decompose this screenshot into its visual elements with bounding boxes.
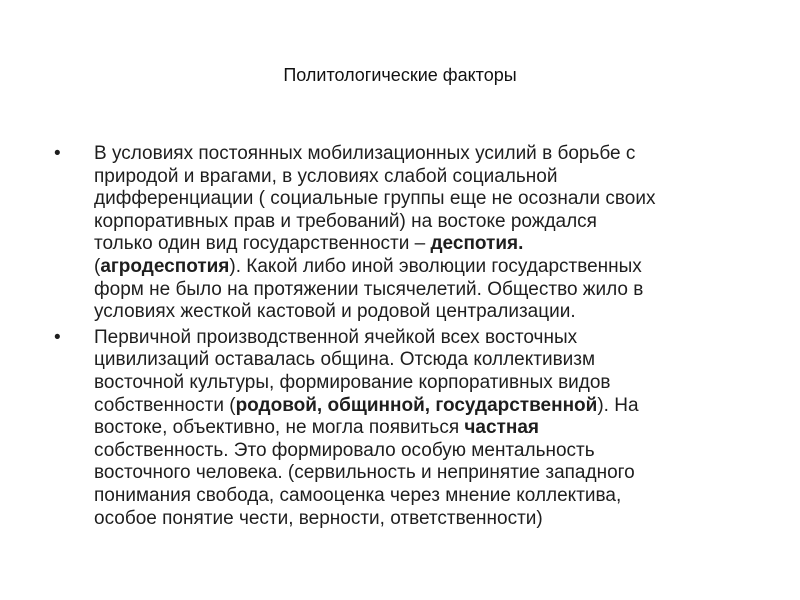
text-segment: только один вид государственности – <box>94 233 431 255</box>
bullet-item-2 <box>52 327 752 530</box>
text-line <box>94 440 752 463</box>
text-segment: ). Какой либо иной эволюции государственных <box>229 255 642 277</box>
text-segment: форм не было на протяжении тысячелетий. Общество жило в <box>94 278 644 300</box>
text-line <box>94 395 752 418</box>
text-segment: корпоративных прав и требований) на востоке рождался <box>94 210 597 232</box>
bullet-dot-icon: • <box>54 143 61 164</box>
text-line <box>94 301 752 324</box>
text-segment: восточного человека. (сервильность и непринятие западного <box>94 462 635 484</box>
text-line <box>94 143 752 166</box>
text-line <box>94 188 752 211</box>
text-line <box>94 462 752 485</box>
text-segment: собственности ( <box>94 394 236 416</box>
bullet-dot-icon: • <box>54 326 61 348</box>
text-segment: цивилизаций оставалась община. Отсюда коллективизм <box>94 349 596 371</box>
text-segment: востоке, объективно, не могла появиться <box>94 417 465 439</box>
bold-text: деспотия. <box>430 233 524 255</box>
text-line <box>94 256 752 279</box>
text-line <box>94 349 752 372</box>
text-line <box>94 166 752 189</box>
slide-title: Политологические факторы <box>283 65 517 85</box>
text-segment: В условиях постоянных мобилизационных усилий в борьбе с <box>94 143 636 164</box>
text-line <box>94 417 752 440</box>
text-segment: ). На <box>597 394 639 416</box>
text-line <box>94 508 752 531</box>
text-segment: восточной культуры, формирование корпоративных видов <box>94 371 611 393</box>
text-segment: природой и врагами, в условиях слабой социальной <box>94 165 558 187</box>
bullet-text <box>94 327 752 530</box>
bullet-list <box>52 143 752 533</box>
text-line <box>94 233 752 256</box>
text-line <box>94 485 752 508</box>
bold-text: родовой, общинной, государственной <box>235 394 598 416</box>
text-segment: Первичной производственной ячейкой всех восточных <box>94 326 578 348</box>
text-line <box>94 279 752 302</box>
bold-text: частная <box>464 417 540 439</box>
text-segment: особое понятие чести, верности, ответственности) <box>94 507 543 529</box>
text-line <box>94 327 752 350</box>
text-segment: понимания свобода, самооценка через мнение коллектива, <box>94 484 622 506</box>
bullet-item-1 <box>52 143 752 324</box>
text-line <box>94 372 752 395</box>
text-segment: условиях жесткой кастовой и родовой централизации. <box>94 301 576 323</box>
bold-text: агродеспотия <box>100 255 230 277</box>
bullet-text <box>94 143 752 324</box>
text-line <box>94 211 752 234</box>
text-segment: собственность. Это формировало особую ментальность <box>94 439 595 461</box>
text-segment: дифференциации ( социальные группы еще не осознали своих <box>94 188 656 210</box>
text-segment: ( <box>94 255 101 277</box>
